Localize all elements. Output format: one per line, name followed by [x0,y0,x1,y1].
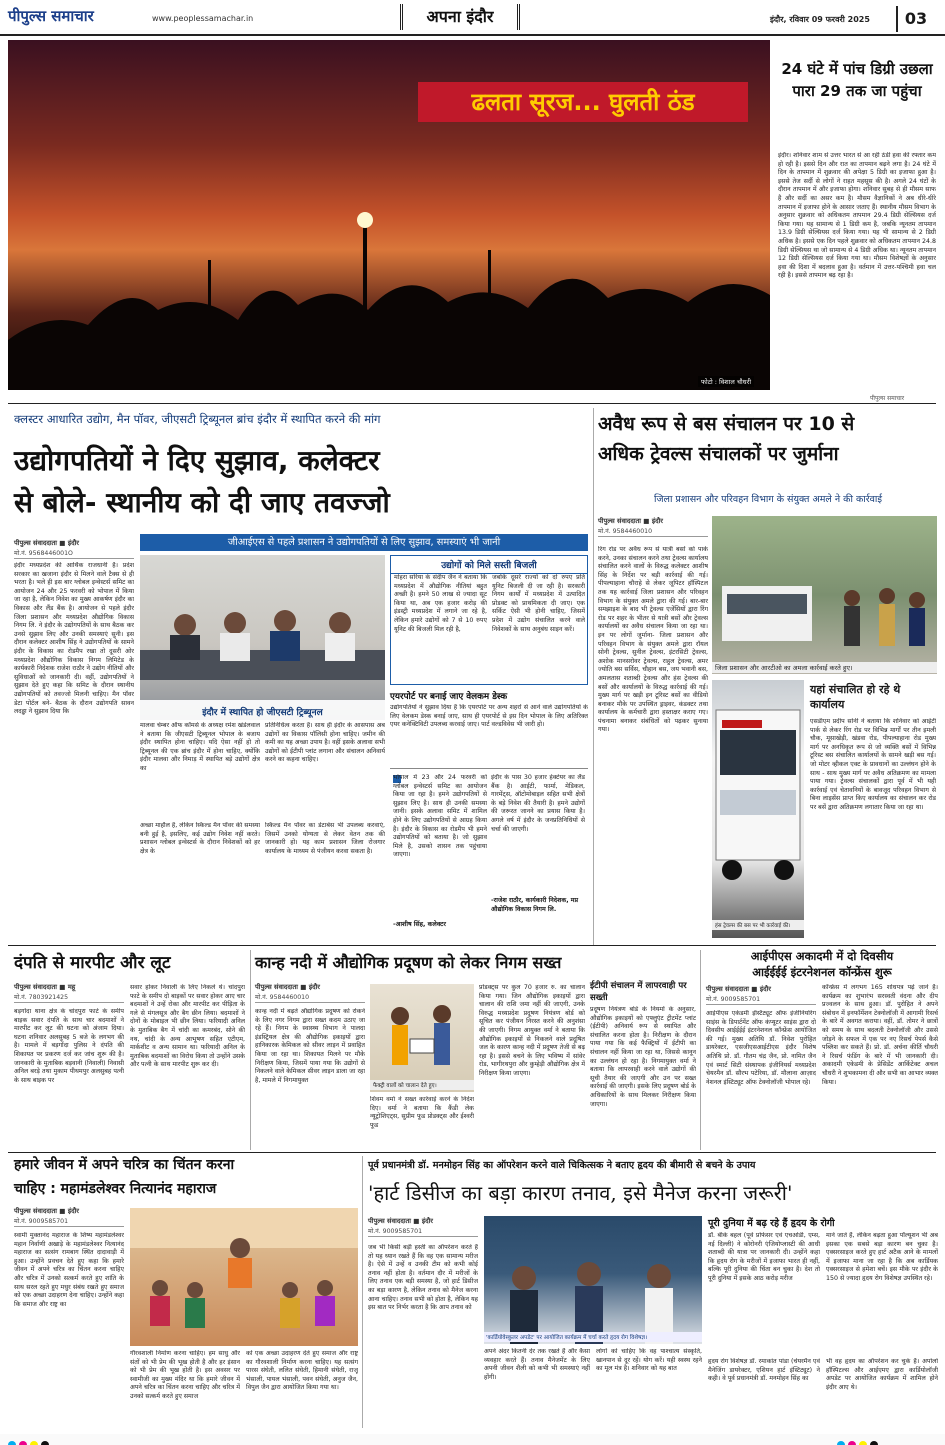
website-url: www.peoplessamachar.in [152,14,254,23]
bus-photo2-caption: हंस ट्रेवल्स की बस पर भी कार्रवाई की। [712,920,804,930]
saint-mobile: मो.नं. 9009585701 [14,1216,124,1227]
registration-mark [837,1441,845,1445]
registration-mark [19,1441,27,1445]
river-headline: कान्ह नदी में औद्योगिक प्रदूषण को लेकर निगम सख्त [255,953,562,972]
heart-col3: लोगों को चाहिए कि वह पाश्चात्य संस्कृति, खानपान से दूर रहें। योग करें। यही स्वस्थ रहने का मूल मंत्र है। शनिवार को यह बात [596,1348,702,1373]
ips-headline-2: आईईईई इंटरनेशनल कॉन्फ्रेंस शुरू [752,965,892,979]
meeting-graphic [140,555,385,720]
river-fine-graphic [370,984,474,1092]
bus-byline: पीपुल्स संवाददाता ■ इंदौर [598,517,663,525]
divider [8,945,936,946]
airport-box [390,690,588,762]
couple-col2: सवार होकर निवाली के लिए निकले थे। चांदपुरा फाटे के समीप दो बाइकों पर सवार होकर आए चार बदमाशों ने उन्हें रोका और मारपीट कर पीड़िता के गले से मंगलसूत्र और बैग छीन लिया। बदमाशों ने दोनों के मोबाइल भी छीन लिया। फरियादी अनिल के मुताबिक बैग में चांदी का कमरबंद, सोने की नथ, चांदी के अन्य आभूषण सहित एटीएम, मार्कशीट व अन्य सामान था। फरियादी अनिल के मुताबिक बदमाशों का विरोध किया तो उन्होंने उसके और पत्नी के साथ मारपीट शुरू कर दी। [130,984,245,1069]
heart-mobile: मो.नं. 9009585701 [368,1226,478,1237]
river-photo-caption: फैक्ट्री वालों को चालान देते हुए। [370,1080,474,1090]
river-fine-photo [370,984,474,1092]
industry-strap-text: जीआईएस से पहले प्रशासन ने उद्योगपतियों से लिए सुझाव, समस्याएं भी जानी [227,537,501,548]
saint-headline-2: चाहिए : महामंडलेश्वर नित्यानंद महाराज [14,1181,217,1197]
bus-photo1-caption: जिला प्रशासन और आरटीओ का अमला कार्रवाई करते हुए। [712,662,937,673]
couple-byline: पीपुल्स संवाददाता ■ महू [14,983,76,991]
meeting-caption-text: इंदौर में स्थापित हो जीएसटी ट्रिब्यूनल [202,708,323,718]
registration-mark [41,1441,49,1445]
heart-col1: जब भी किसी बड़ी हस्ती का ऑपरेशन करते हैं तो यह ध्यान रखते हैं कि वह एक सामान्य मरीज है। ऐसे में उन्हें व उनकी टीम को कभी कोई तनाव नहीं होता है। वर्तमान दौर में मरीजों के लिए तनाव एक बड़ी समस्या है, जो हार्ट डिसीज का बड़ा कारण है, लेकिन तनाव को मैनेज करना आना चाहिए। तनाव सभी को होता है, लेकिन यह इस बात पर निर्भर करता है कि आप तनाव को [368,1244,478,1312]
saint-col3: को एक अच्छा उदाहरण देते हुए समाज और राष्ट्र का गौरवशाली निर्माण करना चाहिए। यह सत्संग पारस संघेती, ललित संघेती, हिमानी संघेती, राजू भंसाली, पायल भंसाली, पवन संघेती, अनुज जैन, विपुल जैन द्वारा आयोजित किया गया था। [246,1350,358,1392]
river-col2: शिवम वर्मा ने सख्त कार्रवाई करने के निर्देश दिए। वर्मा ने बताया कि कैंडी लेक न्यूट्रोशिएट्स, सुप्रीम फूड प्रोडक्ट्स और ईश्वरी फूड [370,1096,474,1129]
river-side-head: ईटीपी संचालन में लापरवाही पर सख्ती [590,981,687,1003]
meeting-photo [140,555,385,720]
river-col3: प्रोडक्ट्स पर कुल 70 हजार रु. का चालान किया गया। जिन औद्योगिक इकाइयों द्वारा चालान की राशि जमा नहीं की जाएगी, उनके विरुद्ध मध्यप्रदेश प्रदूषण नियंत्रण बोर्ड को सूचित कर पंजीयन निरस्त करने की अनुशंसा की जाएगी। निगम आयुक्त वर्मा ने बताया कि औद्योगिक इकाइयों से निकलने वाले प्रदूषित जल के कारण कान्ह नदी में प्रदूषण तेजी से बढ़ रहा है। इससे बचने के लिए भविष्य में सांवेर रोड, भागीरथपुरा और कुम्हेड़ी औद्योगिक क्षेत्र में निरीक्षण किया जाएगा। [479,984,585,1077]
couple-col1: बड़गोंदा थाना क्षेत्र के चांदपुरा फाटे के समीप बाइक सवार दंपति के साथ चार बदमाशों ने मारपीट कर लूट की घटना को अंजाम दिया। घटना शनिवार अलसुबह 5 बजे के लगभग की है। मामले में बड़गोंदा पुलिस ने दंपति की शिकायत पर प्रकरण दर्ज कर जांच शुरू की है। जानकारी के मुताबिक बड़वानी (निवाली) निवासी अनिल बरड़े तथा मुकाम पीथमपुर अलसुबह पत्नी के साथ बाइक पर [14,1008,124,1084]
bus-action-graphic [712,516,937,674]
ips-mobile: मो.नं. 9009585701 [706,994,816,1005]
bus-subhead: जिला प्रशासन और परिवहन विभाग के संयुक्त अमले ने की कार्रवाई [654,494,882,505]
industry-col4: अच्छा माहौल है, लेकिन स्किल्ड मैन पॉवर की समस्या बनी हुई है, इसलिए, कई उद्योग निवेश नहीं करते। प्रशासन ग्लोबल इन्वेस्टर्स के दौरान निवेशकों को हर क्षेत्र के [140,822,260,855]
logo-text: पीपुल्स समाचार [8,7,94,25]
newspaper-logo [8,6,128,28]
river-mobile: मो.नं. 9584460010 [255,992,365,1003]
overlay-title [418,82,748,122]
collector-signature: -आशीष सिंह, कलेक्टर [393,921,446,928]
hans-bus-photo [712,680,804,938]
saint-byline: पीपुल्स संवाददाता ■ इंदौर [14,1207,79,1215]
top-story-footer-tag: पीपुल्स समाचार [870,395,905,402]
registration-mark [30,1441,38,1445]
dateline: इंदौर, रविवार 09 फरवरी 2025 [770,15,870,24]
registration-mark [8,1441,16,1445]
electricity-box-left: मोहरा सरिया के संदीप जैन ने बताया कि मध्यप्रदेश में औद्योगिक नीतियां बहुत अच्छी है। हमने 50 लाख से ज्यादा सूट किया था, अब एक हजार करोड़ की इंडस्ट्री मध्यप्रदेश में लगाने जा रहे है, लेकिन हमारे उद्योगों को 7 से 10 रुपए यूनिट की बिजली मिल रही है, [394,574,487,633]
electricity-box-right: जबकि दूसरे राज्यों को दो रुपए प्रति यूनिट बिजली दी जा रही है। सरकारी निगम कार्यों में मध्यप्रदेश में उत्पादित प्रोडक्ट को प्राथमिकता दी जाए। एक सर्किट ऐसी भी होनी चाहिए, जिसमें प्रदेश में उद्योग संचालित करने वाले निवेशकों के साथ अनुबंध साइन करें। [492,574,585,633]
heart-headline: 'हार्ट डिसीज का बड़ा कारण तनाव, इसे मैनेज करना जरूरी' [368,1181,793,1205]
heart-side-head: पूरी दुनिया में बढ़ रहे हैं हृदय के रोगी [708,1218,835,1229]
top-story-body: इंदौर। शनिवार शाम से उत्तर भारत से आ रही ठंडी हवा की रफ्तार कम हो रही है। इससे दिन और रात का तापमान बढ़ने लगा है। 24 घंटे में दिन के तापमान में शुक्रवार की अपेक्षा 5 डिग्री का इजाफा हुआ है। इससे तेज सर्दी से लोगों ने राहत महसूस की है। अगले 24 घंटों के दौरान तापमान में और इजाफा होगा। शनिवार सुबह से ही मौसम साफ है और सर्दी का असर कम है। मौसम वैज्ञानिकों ने अब धीरे-धीरे तापमान में इजाफा होने के आसार जताए हैं। स्थानीय मौसम विभाग के अनुसार शुक्रवार को अधिकतम तापमान 29.4 डिग्री सेल्सियस दर्ज किया गया। यह सामान्य से 1 डिग्री कम है, जबकि न्यूनतम तापमान 13.9 डिग्री सेल्सियस दर्ज किया गया। यह भी सामान्य से 2 डिग्री अधिक है। इससे एक दिन पहले शुक्रवार को अधिकतम तापमान 24.8 डिग्री सेल्सियस था जो सामान्य से 4 डिग्री अधिक था। न्यूनतम तापमान 12 डिग्री सेल्सियस दर्ज किया गया था। मौसम विशेषज्ञों के अनुसार हवा की दिशा में बदलाव हुआ है। वर्तमान में उत्तर-पश्चिमी हवा चल रही है। इससे तापमान बढ़ रहा है। [778,152,936,280]
heart-byline: पीपुल्स संवाददाता ■ इंदौर [368,1217,433,1225]
bus-headline-1: अवैध रूप से बस संचालन पर 10 से [598,413,855,435]
ips-headline-1: आईपीएस अकादमी में दो दिवसीय [750,949,894,963]
industry-headline-2: से बोले- स्थानीय को दी जाए तवज्जो [14,486,390,519]
river-byline: पीपुल्स संवाददाता ■ इंदौर [255,983,320,991]
ips-col2: कॉन्फ्रेंस में लगभग 165 शोधपत्र पढ़े जाने है। कार्यक्रम का शुभारंभ सरस्वती वंदना और दीप प्रज्वलन के साथ हुआ। डॉ. पुरोहित ने अपने संबोधन में इनफॉर्मेशन टेक्नोलॉजी में आगामी रिसर्च के बारे में अवगत कराया। वहीं, डॉ. तोमर ने छात्रों को समय के साथ बदलती टेक्नोलॉजी और उससे जोड़ने के सफल में एक पर नए रिसर्च पेपर्स कैसे पब्लिश कर सकते हैं। प्रो. डॉ. अर्चना कीर्ति चौधरी ने रिसर्च फंडिंग के बारे में भी जानकारी दी। अकादमी एकेडमी के प्रेसिडेंट आर्किटेक्ट अचल चौधरी ने शुभकामना दी और सभी का आभार व्यक्त किया। [822,984,938,1086]
cardio-photo [484,1216,702,1344]
heart-side-body: डॉ. बीके बहल (पूर्व प्रोफेसर एवं एचओडी, एम्स, नई दिल्ली) ने कोरोनरी एंजियोप्लास्टी की आधी शताब्दी की यात्रा पर जानकारी दी। उन्होंने कहा कि हृदय रोग के मरीजों में इजाफा भारत ही नहीं, बल्कि पूरी दुनिया की चिंता बन चुका है। देश तो पूरी दुनिया में इसके आठ करोड़ मरीज [708,1232,820,1282]
industry-col1: इंदौर मध्यप्रदेश की आर्थिक राजधानी है। प्रदेश सरकार का खजाना इंदौर से मिलने वाले टैक्स से ही भरता है। भले ही इस बार ग्लोबल इन्वेस्टर्स समिट का आयोजन 24 और 25 फरवरी को भोपाल में किया जा रहा है, लेकिन निवेश का मुख्य आकर्षण इंदौर का विकास और लैंड बैंक है। आयोजन से पहले इंदौर जिला प्रशासन और मध्यप्रदेश औद्योगिक विकास निगम लि. ने इंदौर के उद्योगपतियों के साथ बैठक कर उनसे सुझाव लिए और उनकी समस्याएं सुनी। इस दौरान कलेक्टर आशीष सिंह ने उद्योगपतियों के सामने इंदौर के विकास का रोडमैप रखा तो दूसरी ओर मध्यप्रदेश औद्योगिक विकास निगम लिमिटेड के कार्यकारी निदेशक राजेश राठौर ने उद्योग नीतियों और सुविधाओं को जानकारी दी। वहीं, उद्योगपतियों ने सुझाव देते हुए कहा कि समिट के दौरान स्थानीय उद्योगपतियों को तवज्जो मिलनी चाहिए। मैन पॉवर डेटा पोर्टल बने- बैठक के दौरान उद्योगपति सावन लदड्ढा ने सुझाव दिया कि [14,562,134,716]
photo-credit: फोटो : विशाल चौधरी [698,376,754,387]
heart-side-body-2: माने जाते हैं, लेकिन बढ़ता हुआ पॉल्यूशन भी अब इसका एक सबसे बड़ा कारण बन चुका है। एक्सरसाइज करते हुए हार्ट अटैक आने के मामलों में इजाफा माना जा रहा है कि अब कार्डियक एक्सरसाइज से हमेशा बचें। इस मौके पर इंदौर के 150 से ज्यादा हृदय रोग विशेषज्ञ उपस्थित रहे। [826,1232,938,1282]
airport-box-body: उद्योगपतियों ने सुझाव दिया है कि एयरपोर्ट पर अन्य शहरों से आने वाले उद्योगपतियों के लिए वेलकम डेस्क बनाई जाए, साथ ही एयरपोर्ट से इस दिन भोपाल के लिए अतिरिक्त एयर कनेक्टिविटी उपलब्ध करवाई जाए। पार्ट वल्डविवेस भी जारी हो। [390,704,588,729]
bus-side-head: यहां संचालित हो रहे थे कार्यालय [810,683,901,711]
electricity-box-title: उद्योगों को मिले सस्ती बिजली [391,556,587,574]
meeting-photo-caption [140,700,385,720]
bus-side-body: एसडीएम प्रदीप सोनी ने बताया कि शनिवार को आईटी पार्क से लेकर रिंग रोड पर विभिन्न मार्गों पर तीन इमली चौक, मूसाखेड़ी, खंडवा रोड, पीपल्याहाना रोड मुख्य मार्ग पर अनधिकृत रूप से जो व्यक्ति बसों में विभिन्न टूरिस्ट बस संचालित कार्यालयों के सामने खड़ी बस गई। जो मोटर व्हीकल एक्ट के प्रावधानों का उल्लंघन होने के साथ - साथ मुख्य मार्ग पर अवैध अतिक्रमण का मामला पाया गया। ट्रेवल्स संचालकों द्वारा पूर्व में भी यही कार्रवाई एवं चेतावनियों के बावजूद परिवहन विभाग से बिना लाइसेंस प्राप्त किए कार्यालय का संचालन कर रोड पर बसें द्वारा अतिक्रमण लगातार किया जा रहा था। [810,718,936,811]
registration-mark [859,1441,867,1445]
divider [8,1152,936,1153]
river-side-body: प्रदूषण नियंत्रण बोर्ड के नियमों के अनुसार, औद्योगिक इकाइयों को एफ्लुएंट ट्रीटमेंट प्लांट (ईटीपी) अनिवार्य रूप से स्थापित और संचालित करना होता है। निरीक्षण के दौरान पाया गया कि कई फैक्ट्रियों में ईटीपी का संचालन नहीं किया जा रहा था, जिससे कानून का उल्लंघन हो रहा है। निगमायुक्त वर्मा ने बताया कि लापरवाही करने वाले उद्योगों की सूची तैयार की जाएगी और उन पर सख्त कार्रवाई की जाएगी। इसके लिए प्रदूषण बोर्ड के अधिकारियों के साथ मिलकर निरीक्षण किया जाएगा। [590,1006,696,1108]
director-quote: इंदौर के पास 30 हजार हेक्टेयर का लैंड बैंक है। आईटी, फार्मा, मेडिकल, गारमेंट्स, ऑटोमोबाइल सहित सभी क्षेत्रों के बड़े निवेश की तैयारी है। हमने उद्योगों की जरूरत जानने का प्रयास किया है। अगले वर्ष में इंदौर के जनप्रतिनिधियों से चर्चा की जाएगी। [491,774,585,833]
airport-box-title: एयरपोर्ट पर बनाई जाए वेलकम डेस्क [390,692,508,702]
saint-headline-1: हमारे जीवन में अपने चरित्र का चिंतन करना [14,1157,235,1173]
industry-headline-1: उद्योगपतियों ने दिए सुझाव, कलेक्टर [14,444,380,477]
collector-quote: भोपाल में 23 और 24 फरवरी को ग्लोबल इन्वेस्टर्स समिट का आयोजन किया जा रहा है। हमने उद्योगपतियों से सुझाव लिए है। साथ ही उनकी समस्या जानी। इसके अलावा समिट में शामिल होने के लिए उद्योगपतियों से आग्रह किया है। इंदौर के विकास का रोडमैप भी हमने उद्योगपतियों को बताया है। जो सुझाव मिले है, उसको शासन तक पहुंचाया जाएगा। [393,774,487,859]
couple-mobile: मो.नं. 7803921425 [14,992,124,1003]
masthead [0,0,945,36]
industry-kicker: क्लस्टर आधारित उद्योग, मैन पॉवर, जीएसटी ट्रिब्यूनल ब्रांच इंदौर में स्थापित करने की मांग [14,412,381,426]
registration-mark [848,1441,856,1445]
industry-strap [140,534,588,551]
ips-col1: आईपीएस एकेडमी इंस्टिट्यूट ऑफ इंजीनियरिंग साइंस के डिपार्टमेंट ऑफ कंप्यूटर साइंस द्वारा दो दिवसीय आईईईई इंटरनेशनल कॉन्फ्रेंस आयोजित की गई। मुख्य अतिथि डॉ. निवेश पुरोहित डायरेक्टर, एसजीएसआईटीएस इंदौर विशेष अतिथि प्रो. डॉ. गौतम चंद्र जैन, प्रो. नामित जैन एवं स्मार्ट सिटी संस्थापक इंजीनियर्स मध्यप्रदेश चेयरमैन डॉ. सौरभ पटेरिया, डॉ. मौलाना आज़ाद नेशनल इंस्टिट्यूट ऑफ टेक्नोलॉजी भोपाल रहे। [706,1010,816,1086]
overlay-title-text: ढलता सूरज... घुलती ठंड [471,88,695,116]
section-title-text: अपना इंदौर [426,7,494,26]
industry-byline: पीपुल्स संवाददाता ■ इंदौर [14,539,79,547]
heart-bottom-a: हृदय रोग विशेषज्ञ डॉ. रमाकांत पांडा (चेयरमैन एवं मैनेजिंग डायरेक्टर, एशियन हार्ट इंस्टिट्यूट) ने कही। वे पूर्व प्रधानमंत्री डॉ. मनमोहन सिंह का [708,1358,820,1383]
industry-col5: स्किल्ड मैन पॉवर का डेटाबेस भी उपलब्ध करवाएं, जिसमें उनको योग्यता से लेकर वेतन तक की जानकारी हो। यह काम प्रशासन जिला रोजगार कार्यालय के माध्यम से पंजीयन करवा सकता है। [265,822,385,855]
divider [362,1156,363,1428]
cardio-photo-caption: 'कार्डियोवेस्कुलर अपडेट' पर आयोजित कार्यक्रम में चर्चा करते हृदय रोग विशेषज्ञ। [484,1332,702,1342]
heart-kicker: पूर्व प्रधानमंत्री डॉ. मनमोहन सिंह का ऑपरेशन करने वाले चिकित्सक ने बताए हृदय की बीमारी से बचने के उपाय [368,1160,756,1171]
hans-bus-graphic [712,680,804,938]
divider [700,950,701,1150]
page-number-text: 03 [904,9,928,28]
ips-byline: पीपुल्स संवाददाता ■ इंदौर [706,985,771,993]
divider [593,408,594,946]
section-title [400,4,520,30]
saint-col1: स्वामी मुक्तानंद महाराज के शिष्य महामंडलेश्वर महान निर्वाणी अखाड़े के महामंडलेश्वर नित्यानंद महाराज का सत्संग रामबाग स्थित दादावाड़ी में हुआ। उन्होंने प्रवचन देते हुए कहा कि हमारे जीवन में अपने चरित्र का चिंतन करना चाहिए और चरित्र में उनको सत्कर्म करते हुए शांति के साथ सरल रहते हुए मधुर संबंध रखते हुए समाज को एक अच्छा उदाहरण देना चाहिए। उन्होंने कहा कि समाज और राष्ट्र का [14,1232,124,1308]
saint-col2: गौरवशाली निर्माण करना चाहिए। हम साधु और संतों को भी प्रेम की भूख होती है और हर इंसान को भी प्रेम की भूख होती है। इस अवसर पर स्वामीजी का मुख्य मंदिर था कि हमारे जीवन में अपने चरित्र का चिंतन करना चाहिए और चरित्र में उनको सत्कर्म करते हुए समाज [130,1350,240,1400]
couple-headline: दंपति से मारपीट और लूट [14,953,171,973]
industry-mobile: मो.नं. 9568446001O [14,548,134,559]
page-number [896,6,934,32]
electricity-box [390,555,588,685]
print-color-bar [0,1434,945,1445]
director-signature: -राजेश राठौर, कार्यकारी निदेशक, मप्र औद्योगिक विकास निगम लि. [491,897,579,913]
bus-mobile: मो.नं. 9584460010 [598,526,708,537]
bus-headline-2: अधिक ट्रेवल्स संचालकों पर जुर्माना [598,443,839,465]
quote-box [390,768,588,938]
heart-bottom-b: भी वह हृदय का ऑपरेशन कर चुके हैं। अपोलो हॉस्पिटल्स और आईएमए द्वारा कार्डियोलॉजी अपडेट पर आयोजित कार्यक्रम में शामिल होने इंदौर आए थे। [826,1358,938,1391]
satsang-photo [130,1208,358,1346]
bus-action-photo [712,516,937,674]
bus-body: रिंग रोड पर अवैध रूप से यात्री बसों को पार्क करने, उनका संचालन करने तथा ट्रेवल्स कार्यालय संचालित करने वालों के विरुद्ध कलेक्टर आशीष सिंह के निर्देश पर बड़ी कार्रवाई की गई। पीपल्याहाना चौराहे से लेकर जूपिटर हॉस्पिटल तक यह कार्रवाई जिला प्रशासन और परिवहन विभाग के संयुक्त अमले द्वारा की गई। बार-बार समझाइश के बाद भी ट्रेवल्स एजेंसियों द्वारा रिंग रोड पर शहर के भीतर से यात्री बसों और ट्रेवल्स कार्यालयों का अवैध संचालन किया जा रहा था। इन पर लोगों जुर्माना- जिला प्रशासन और परिवहन विभाग के संयुक्त अमले द्वारा रॉयल सोनी ट्रेवल्स, सुनील ट्रेवल्स, इंटरसिटी ट्रेवल्स, अशोक मानसरोवर ट्रेवल्स, राहुल ट्रेवल्स, अमर ज्योति बस सर्विस, चौहान बस, जय भवानी बस, अमलतास शताब्दी ट्रेवल्स और हंस ट्रेवल्स की बसों और कार्यालयों के विरुद्ध कार्रवाई की गई। मुख्य मार्ग पर खड़ी इन टूरिस्ट बसों का वीडियो बनाकर मौके पर उपस्थित ड्राइवर, कंडक्टर तथा कार्यालय के कर्मचारी द्वारा हस्ताक्षर कराए गए। पंचनामा बनाकर संबंधितों को पढ़कर सुनाया गया। [598,546,708,734]
cardio-graphic [484,1216,702,1344]
divider [8,403,936,404]
registration-mark [870,1441,878,1445]
industry-col2: मालवा चेम्बर ऑफ कॉमर्स के अध्यक्ष रमेश खंडेलवाल ने बताया कि जीएसटी ट्रिब्यूनल भोपाल के बजाय इंदौर स्थापित होना चाहिए। यदि ऐसा नहीं हो तो ट्रिब्यूनल की एक ब्रांच इंदौर में होना चाहिए, क्योंकि इंदौर मालवा और निमाड़ में स्थापित बड़े उद्योगों क्षेत्र का [140,722,260,772]
satsang-graphic [130,1208,358,1346]
top-story-headline: 24 घंटे में पांच डिग्री उछला पारा 29 तक जा पहुंचा [781,60,933,100]
heart-col2: अपने अंदर कितनी देर तक रखते हैं और कैसा व्यवहार करते हैं। तनाव मैनेजमेंट के लिए अपनी जीवन शैली को कभी भी समस्याएं नहीं होंगी। [484,1348,590,1381]
industry-col3: प्रतिनिधित्व करता है। साथ ही इंदौर के आसपास अब उद्योगों का विकास पॉलिसी होना चाहिए। जमीन की कमी का यह अच्छा उपाय है। वहीं इसके अलावा सभी उद्योगों को ईटीपी प्लांट लगाना और संचालन अनिवार्य करने का कहना चाहिए। [265,722,385,764]
divider [250,950,251,1150]
river-col1: कान्ह नदी में बढ़ते औद्योगिक प्रदूषण को रोकने के लिए नगर निगम द्वारा सख्त कदम उठाए जा रहे हैं। निगम के स्वास्थ्य विभाग ने पालदा इंडस्ट्रियल क्षेत्र की औद्योगिक इकाइयों द्वारा हानिकारक केमिकल को सीवर लाइन में प्रवाहित किया जा रहा था। शिकायत मिलने पर मौके निरीक्षण किया, जिसमें पाया गया कि उद्योगों से निकलने वाले केमिकल सीवर लाइन डाला जा रहा है, मामले में निगमायुक्त [255,1008,365,1084]
sunset-photo [8,40,770,390]
